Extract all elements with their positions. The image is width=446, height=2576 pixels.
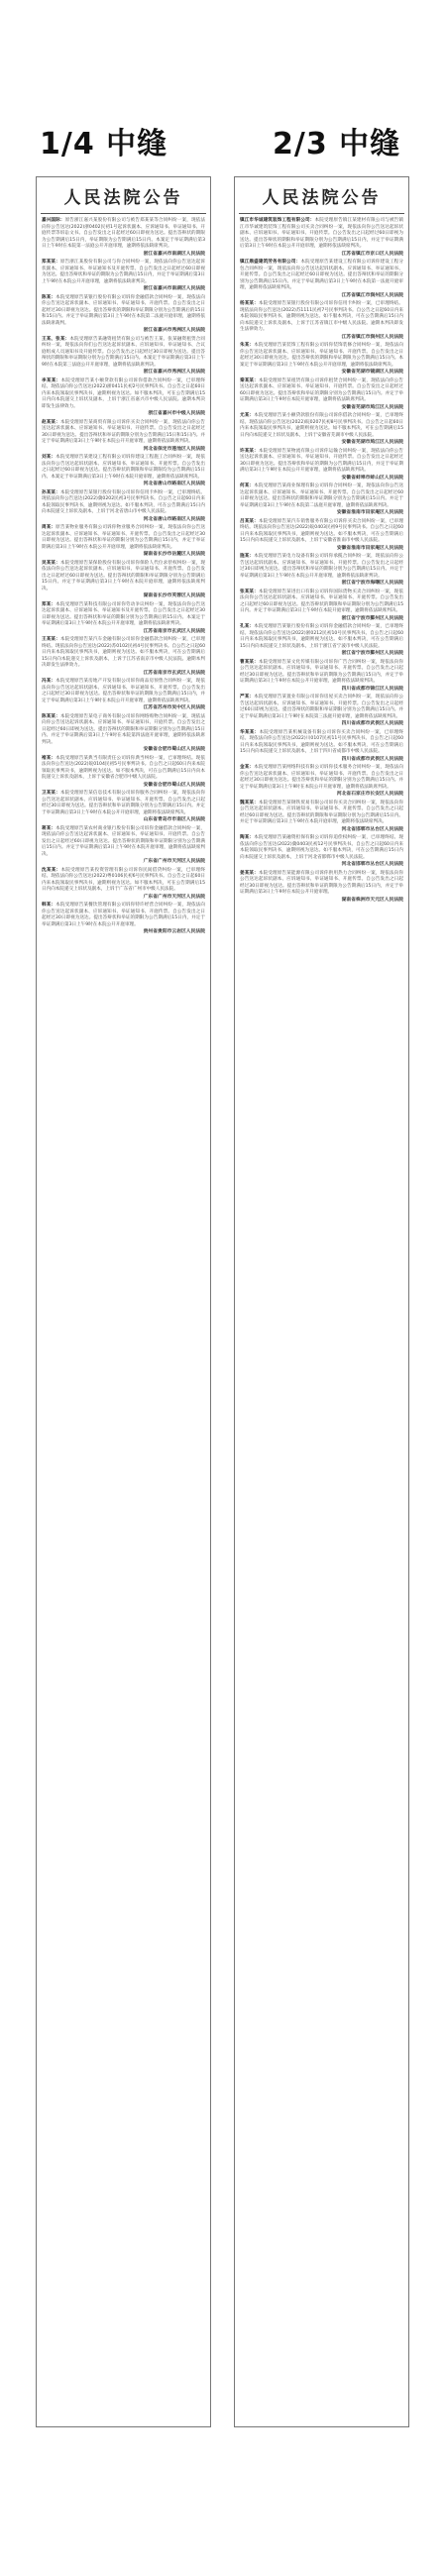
notice-text — [240, 301, 403, 334]
notice-court-signature: 浙江省宁波市鄞州区人民法院 — [341, 615, 403, 621]
notice-text — [240, 413, 403, 439]
notice-text — [240, 519, 403, 545]
notice-court-signature: 安徽省芜湖市鸠江区人民法院 — [341, 440, 403, 445]
notice-text — [240, 871, 403, 897]
notice-text — [240, 590, 403, 615]
court-notice — [240, 695, 403, 728]
notice-body: 本院受理原告某银行股份有限公司诉你金融借款合同纠纷一案，现依法向你公告送达起诉状副本、应诉通知书、举证通知书、开庭传票。自公告发出之日起经过30日即视为送达。提出答辩状的期限和举证期限分别为公告期满后的15日和15日内。并定于举证期满后第3日上午9时在本院第二法庭开庭审理，逾期将依法缺席裁判。 — [42, 294, 205, 326]
notice-addressee: 吕某某： — [240, 518, 259, 524]
notice-court-signature: 安徽省蚌埠市蚌山区人民法院 — [341, 475, 403, 481]
court-notice — [240, 449, 403, 483]
court-notice — [240, 554, 403, 588]
notice-text — [42, 525, 205, 551]
notice-body: 本院受理原告某汽车销售服务有限公司诉你买卖合同纠纷一案，已审理终结。现依法向你公告送达(2022)皖0403民初9号民事判决书。自公告之日起60日内来本院领取民事判决书，逾期则视为送达。如不服本判决，可在公告期满后15日内向本院递交上诉状及副本，上诉于安徽省淮南市中级人民法院。 — [240, 518, 403, 543]
notice-body: 本院受理原告某电子商务有限公司诉你网络购物合同纠纷一案，现依法向你公告送达起诉状副本、应诉通知书、举证通知书、开庭传票。自公告发出之日起经过60日即视为送达。提出答辩状的期限和举证期限分别为公告期满后15日内。并定于举证期满后第3日上午9时在本院第四法庭开庭审理，逾期将依法缺席判决。 — [42, 713, 205, 745]
notice-addressee: 韩某： — [42, 903, 56, 908]
notice-body: 本院受理原告镇江某建材有限公司与被告镇江市华诚建筑装饰工程有限公司买卖合同纠纷一案，现依法向你公告送达起诉状副本、应诉通知书、举证通知书、开庭传票。自公告发出之日起经过60日即视为送达。提出答辩状的期限和举证期限分别为公告期满后15日内，并定于举证期满后第3日上午9时在本院公开开庭审理，逾期将依法缺席判决。 — [240, 218, 403, 249]
court-notice — [42, 826, 205, 866]
notice-text — [240, 260, 403, 292]
notice-text — [240, 801, 403, 826]
notice-body: 本院受理原告某银行股份有限公司诉你信用卡纠纷一案，已审理终结。现依法向你公告送达(2022)冀0202民初3号民事判决书。自公告之日起60日内来本院领取民事判决书，逾期则视为送达。如不服本判决，可在公告期满后15日内向本院递交上诉状及副本，上诉于河北省唐山市中级人民法院。 — [42, 489, 205, 514]
notice-text — [240, 730, 403, 756]
notice-body: 本院受理原告某文化传媒有限公司诉你广告合同纠纷一案，现依法向你公告送达起诉状副本、应诉通知书、举证通知书、开庭传票。自公告发出之日起经过30日即视为送达。提出答辩状和举证的期限为公告期满后15日内，并定于举证期满后第3日上午9时在本院公开开庭审理，逾期将依法缺席判决。 — [240, 659, 403, 684]
court-notice — [240, 413, 403, 447]
notice-body: 本院受理原告某建设工程有限公司诉你建设工程施工合同纠纷一案，现依法向你公告送达起诉状副本、应诉通知书、举证通知书、开庭传票。自公告发出之日起经过60日即视为送达。提出答辩状的期限和举证期限均为公告期满后15日内。本案定于举证期满后第3日上午9时在本院开庭审理，逾期将依法缺席判决。 — [42, 455, 205, 480]
court-notice — [240, 624, 403, 658]
notice-addressee: 镇江鼎盛建筑劳务有限公司： — [240, 260, 301, 265]
court-notice — [42, 637, 205, 677]
notice-court-signature: 安徽省合肥市蜀山区人民法院 — [143, 782, 205, 788]
notice-addressee: 陈某： — [42, 294, 56, 300]
notice-text — [240, 378, 403, 404]
notice-court-signature: 湖南省长沙市岳麓区人民法院 — [143, 552, 205, 557]
notice-text — [42, 378, 205, 411]
notice-body: 原告浙江某股份有限公司与你合同纠纷一案，现依法向你公告送达起诉状副本、应诉通知书、举证通知书及开庭传票。自公告发出之日起经过60日即视为送达。提出答辩状和举证的期限为公告期满后15日内，并定于举证期满后第3日上午9时在本院公开开庭审理，逾期将依法缺席判决。 — [42, 260, 205, 284]
notice-text — [42, 714, 205, 747]
notice-addressee: 陈某某： — [42, 713, 60, 719]
notice-text — [42, 260, 205, 285]
notice-addressee: 孙某某： — [42, 489, 60, 495]
court-notice — [42, 602, 205, 636]
page-header-right: 2/3 中缝 — [273, 127, 401, 161]
notice-text — [42, 756, 205, 782]
notice-body: 本院受理原告某网络科技有限公司诉你技术服务合同纠纷一案，现依法向你公告送达起诉状副本、应诉通知书、举证通知书、开庭传票。自公告发出之日起经过30日即视为送达。提出答辩状和举证的期限分别为公告期满后15日内。并定于举证期满后第3日上午9时在本院公开开庭审理，逾期将依法缺席判决。 — [240, 765, 403, 790]
notice-text — [42, 561, 205, 593]
notice-addressee: 冯某： — [42, 679, 56, 684]
notice-court-signature: 安徽省淮南市田家庵区人民法院 — [336, 545, 403, 551]
notice-addressee: 周某： — [42, 525, 56, 530]
notice-text — [42, 637, 205, 670]
notice-body: 本院受理原告某农村商业银行股份有限公司诉你金融借款合同纠纷一案，现依法向你公告送达起诉状副本、应诉通知书、举证通知书、开庭传票。自公告发出之日起经过60日即视为送达。提出答辩状的期限和举证期限分别为公告期满后15日内。并定于举证期满后第3日上午9时在本院开庭审理，逾期将依法缺席判决。 — [42, 825, 205, 857]
notice-court-signature: 安徽省芜湖市镜湖区人民法院 — [341, 370, 403, 375]
notice-addressee: 张某某： — [240, 589, 259, 594]
notice-court-signature: 安徽省淮南市田家庵区人民法院 — [336, 510, 403, 515]
court-notice — [42, 756, 205, 790]
notice-court-signature: 江苏省南京市玄武区人民法院 — [143, 670, 205, 676]
notice-addressee: 沈某某： — [42, 867, 61, 873]
notice-court-signature: 江苏省镇江市润州区人民法院 — [341, 334, 403, 340]
notice-body: 本院受理原告某保险股份有限公司诉你保险人代位求偿权纠纷一案，现依法向你公告送达起诉状副本、应诉通知书、举证通知书、开庭传票。自公告发出之日起经过60日即视为送达。提出答辩状的期限和举证期限分别为公告期满后15日内。并定于举证期满后第3日上午9时在本院开庭审理，逾期将依法缺席判决。 — [42, 560, 205, 591]
court-notice — [42, 679, 205, 712]
notice-court-signature: 湖南省长沙市芙蓉区人民法院 — [143, 593, 205, 598]
court-notice — [42, 525, 205, 559]
court-notice — [240, 218, 403, 258]
notice-court-signature: 浙江省嘉兴市秀洲区人民法院 — [143, 328, 205, 333]
court-notice — [240, 660, 403, 694]
notice-court-signature: 河北省石家庄市长安区人民法院 — [336, 792, 403, 797]
court-notice — [42, 260, 205, 293]
notice-text — [42, 602, 205, 628]
notice-text — [42, 490, 205, 516]
notice-court-signature: 浙江省宁波市鄞州区人民法院 — [341, 651, 403, 656]
notice-court-signature: 河北省保定市莲池区人民法院 — [143, 446, 205, 452]
notice-text — [42, 826, 205, 859]
court-notice — [42, 714, 205, 754]
notice-text — [240, 218, 403, 251]
court-notice — [240, 301, 403, 341]
court-notice — [42, 561, 205, 600]
notice-court-signature: 山东省青岛市市南区人民法院 — [143, 817, 205, 822]
notice-text — [240, 660, 403, 686]
notice-body: 本院受理原告某商业保理有限公司诉你合同纠纷一案，现依法向你公告送达起诉状副本、应诉通知书、举证通知书、开庭传票。自公告发出之日起经过60日即视为送达。提出答辩状的期限和举证期限分别为公告期满后15日内。并定于举证期满后第3日上午9时在本院第二法庭开庭审理，逾期将依法缺席判决。 — [240, 483, 403, 508]
notice-addressee: 曹某某： — [240, 659, 259, 665]
notice-addressee: 王某某： — [42, 637, 60, 642]
court-notice — [240, 590, 403, 623]
notice-court-signature: 江苏省南京市玄武区人民法院 — [143, 628, 205, 634]
notice-addressee: 金某： — [240, 765, 255, 770]
notice-addressee: 嘉兴国际： — [42, 218, 65, 223]
notice-addressee: 卫某某： — [42, 791, 60, 796]
notice-court-signature: 河北省邯郸市丛台区人民法院 — [341, 826, 403, 832]
notice-text — [42, 295, 205, 328]
notice-body: 本院受理原告某小额贷款股份有限公司诉你借款合同纠纷一案，已审理终结。现依法向你公告送达(2022)皖0207民初8号民事判决书。自公告之日起60日内来本院领取民事判决书，逾期则视为送达。如不服本判决，可在公告期满后15日内向本院递交上诉状及副本，上诉于安徽省芜湖市中级人民法院。 — [240, 413, 403, 438]
notice-addressee: 陶某： — [240, 835, 255, 840]
column-body — [37, 214, 210, 936]
notice-text — [240, 624, 403, 650]
notice-body: 本院受理原告某信息技术有限公司诉你服务合同纠纷一案，现依法向你公告送达起诉状副本、应诉通知书、举证通知书、开庭传票。自公告发出之日起经过30日即视为送达。提出答辩状和举证的期限分别为公告期满后15日内。并定于举证期满后第3日上午9时在本院公开开庭审理，逾期将依法缺席判决。 — [42, 791, 205, 815]
notice-body: 本院受理原告某进出口有限公司诉你国际货物买卖合同纠纷一案，现依法向你公告送达起诉状副本、应诉通知书、举证通知书、开庭传票。自公告发出之日起经过60日即视为送达。提出答辩状的期限和举证期限分别为公告期满后15日内。并定于举证期满后第3日上午9时在本院开庭审理，逾期将依法缺席判决。 — [240, 589, 403, 613]
notice-body: 本院受理原告某房地产开发有限公司诉你商品房预售合同纠纷一案，现依法向你公告送达起诉状副本、应诉通知书、举证通知书、开庭传票。自公告发出之日起经过30日即视为送达。提出答辩状和举证的期限为公告期满后15日内，并定于举证期满后第3日上午9时在本院公开开庭审理，逾期将依法缺席判决。 — [42, 679, 205, 703]
notice-body: 本院受理原告某能源有限公司诉你供用热力合同纠纷一案，现依法向你公告送达起诉状副本、应诉通知书、举证通知书、开庭传票。自公告发出之日起经过30日即视为送达。提出答辩状和举证的期限为公告期满后15日内，并定于举证期满后第3日上午9时在本院公开开庭审理。 — [240, 870, 403, 895]
court-notice — [42, 490, 205, 524]
notice-addressee: 李某某： — [42, 377, 61, 383]
notice-text — [42, 218, 205, 251]
notice-court-signature: 江苏省镇江市京口区人民法院 — [341, 251, 403, 257]
notice-court-signature: 河北省唐山市路南区人民法院 — [143, 482, 205, 486]
notice-court-signature: 浙江省嘉兴市南湖区人民法院 — [143, 286, 205, 291]
court-notice — [42, 868, 205, 902]
court-notice — [42, 337, 205, 376]
notice-court-signature: 江苏省镇江市润州区人民法院 — [341, 292, 403, 298]
notice-addressee: 秦某某： — [240, 377, 259, 383]
notice-text — [240, 765, 403, 791]
court-notice — [240, 871, 403, 905]
court-notice — [42, 791, 205, 824]
column-title: 人民法院公告 — [239, 177, 404, 214]
notice-court-signature: 浙江省宁波市海曙区人民法院 — [341, 581, 403, 586]
notice-body: 本院受理原告某餐饮管理有限公司诉你特许经营合同纠纷一案，现依法向你公告送达起诉状副本、应诉通知书、举证通知书、开庭传票。自公告发出之日起经过30日即视为送达。提出答辩状和举证的期限为公告期满后15日内，并定于举证期满后第3日上午9时在本院公开开庭审理。 — [42, 903, 205, 927]
notice-column-right — [234, 176, 409, 2427]
notice-addressee: 蒋某： — [42, 825, 56, 831]
court-notice — [240, 835, 403, 869]
notice-addressee: 朱某： — [240, 343, 255, 348]
notice-text — [240, 449, 403, 475]
notice-court-signature: 浙江省嘉兴市中级人民法院 — [148, 411, 205, 416]
notice-body: 本院受理原告某科技有限公司诉你劳动争议纠纷一案，现依法向你公告送达起诉状副本、应诉通知书、举证通知书及开庭传票。自公告发出之日起经过30日即视为送达。提出答辩状和举证的期限分别为公告期满后的15日内。本案定于举证期满后第3日上午9时在本院公开开庭审理，逾期将依法缺席判决。 — [42, 601, 205, 626]
notice-addressee: 严某： — [240, 695, 255, 699]
court-notice — [240, 343, 403, 376]
notice-text — [42, 679, 205, 704]
notice-court-signature: 广东省广州市天河区人民法院 — [143, 859, 205, 864]
notice-addressee: 王某、张某： — [42, 336, 70, 342]
notice-body: 本院受理原告某商贸有限公司诉你买卖合同纠纷一案，现依法向你公告送达起诉状副本、应诉通知书、举证通知书、开庭传票。自公告发出之日起经过30日即视为送达。提出答辩状和举证的期限分别为公告期满后15日和15日内。并定于举证期满后第3日上午9时在本院公开开庭审理，逾期将依法缺席判决。 — [42, 419, 205, 444]
notice-body: 本院受理原告某银行股份有限公司诉你信用卡纠纷一案，已审理终结。现依法向你公告送达(2022)苏1111民初7号民事判决书。自公告之日起60日内来本院领取民事判决书，逾期则视为送达。如不服本判决，可在公告期满后15日内向本院递交上诉状及副本，上诉于江苏省镇江市中级人民法院。逾期本判决即发生法律效力。 — [240, 301, 403, 332]
notice-body: 原告某物业服务有限公司诉你物业服务合同纠纷一案，现依法向你公告送达起诉状副本、应诉通知书、举证通知书、开庭传票。自公告发出之日起经过30日即视为送达。提出答辩状和举证的期限分别为公告期满后15日内，并定于举证期满后第3日上午9时在本院公开开庭审理，逾期将依法缺席判决。 — [42, 525, 205, 550]
notice-text — [42, 903, 205, 928]
notice-court-signature: 安徽省合肥市蜀山区人民法院 — [143, 747, 205, 752]
notice-body: 本院受理原告某租赁有限公司诉你租赁合同纠纷一案，现依法向你公告送达起诉状副本、应诉通知书、举证通知书、开庭传票。自公告发出之日起经过60日即视为送达。提出答辩状和举证的期限分别为公告期满后15日内。并定于举证期满后第3日上午9时在本院开庭审理，逾期将依法缺席判决。 — [240, 377, 403, 402]
column-title: 人民法院公告 — [41, 177, 206, 214]
court-notice — [240, 260, 403, 299]
notice-addressee: 褚某： — [42, 755, 56, 761]
notice-addressee: 何某： — [240, 483, 255, 488]
notice-court-signature: 河北省邯郸市丛台区人民法院 — [341, 862, 403, 867]
notice-column-left — [36, 176, 211, 2427]
notice-body: 本院受理原告某投资管理有限公司诉你民间借贷纠纷一案，已审理终结。现依法向你公告送达(2022)粤0106民初6号民事判决书。自公告之日起60日内来本院领取民事判决书，逾期则视为送达。如不服本判决，可在公告期满后15日内向本院递交上诉状及副本，上诉于广东省广州市中级人民法院。 — [42, 867, 205, 892]
notice-court-signature: 四川省成都市武侯区人民法院 — [341, 756, 403, 762]
notice-addressee: 郑某某： — [42, 260, 60, 265]
notice-text — [42, 420, 205, 446]
notice-court-signature: 四川省成都市武侯区人民法院 — [341, 721, 403, 726]
notice-court-signature: 贵州省贵阳市云岩区人民法院 — [143, 929, 205, 934]
notice-court-signature: 河北省唐山市路南区人民法院 — [143, 516, 205, 522]
notice-court-signature: 湖南省株洲市天元区人民法院 — [341, 897, 403, 903]
notice-addressee: 许某某： — [240, 448, 259, 454]
notice-court-signature: 浙江省嘉兴市南湖区人民法院 — [143, 251, 205, 257]
court-notice — [42, 295, 205, 335]
notice-addressee: 孔某： — [240, 624, 255, 629]
notice-text — [42, 337, 205, 370]
court-notice — [240, 765, 403, 799]
notice-court-signature: 江苏省苏州市吴中区人民法院 — [143, 705, 205, 710]
notice-body: 本院受理原告某融资租赁有限公司与被告王某、张某融资租赁合同纠纷一案，现依法向你们公告送达起诉状副本、应诉通知书、举证通知书、合议庭组成人员通知书及开庭传票。自公告发出之日起经过30日即视为送达。提出答辩状的期限和举证期限分别为公告期满后15日内。本案定于举证期满后第3日上午9时在本院第三法庭公开开庭审理，逾期将依法缺席判决。 — [42, 336, 205, 368]
court-notice — [240, 730, 403, 764]
notice-addressee: 赵某某： — [42, 419, 60, 425]
notice-text — [42, 868, 205, 894]
notice-addressee: 姜某某： — [240, 870, 259, 876]
notice-text — [240, 554, 403, 580]
notice-body: 本院受理原告某装饰工程有限公司诉你装饰装修合同纠纷一案，现依法向你公告送达起诉状副本、应诉通知书、举证通知书、开庭传票。自公告发出之日起经过30日即视为送达。提出答辩状的期限和举证期限为公告期满后15日内。本案定于举证期满后第3日上午9时在本院公开开庭审理，逾期将依法缺席判决。 — [240, 343, 403, 368]
notice-text — [240, 343, 403, 369]
page-header-left: 1/4 中缝 — [40, 127, 168, 161]
court-notice — [42, 420, 205, 454]
court-notice — [240, 378, 403, 412]
notice-court-signature: 浙江省嘉兴市秀洲区人民法院 — [143, 370, 205, 375]
notice-body: 本院受理原告某银行股份有限公司诉你金融借款合同纠纷一案，已审理终结。现依法向你公告送达(2022)浙0212民初10号民事判决书。自公告之日起60日内来本院领取民事判决书，逾期则视为送达。如不服本判决，可在公告期满后15日内向本院递交上诉状及副本，上诉于浙江省宁波市中级人民法院。 — [240, 624, 403, 649]
notice-body: 本院受理原告某机械设备有限公司诉你买卖合同纠纷一案，已审理终结。现依法向你公告送达(2022)川0107民初11号民事判决书。自公告之日起60日内来本院领取民事判决书，逾期则视为送达。如不服本判决，可在公告期满后15日内向本院递交上诉状及副本，上诉于四川省成都市中级人民法院。 — [240, 729, 403, 754]
notice-text — [240, 835, 403, 861]
notice-addressee: 镇江市华诚建筑装饰工程有限公司： — [240, 218, 315, 223]
court-notice — [240, 801, 403, 834]
notice-addressee: 华某某： — [240, 729, 260, 735]
notice-body: 本院受理原告某小额贷款有限公司诉你借款合同纠纷一案，已审理终结。现依法向你公告送达(2022)浙0411民初2号民事判决书。自公告之日起60日内来本院领取民事判决书，逾期则视为送达。如不服本判决，可在公告期满后15日内向本院递交上诉状及副本，上诉于浙江省嘉兴市中级人民法院。逾期本判决即发生法律效力。 — [42, 377, 205, 409]
court-notice — [42, 218, 205, 258]
notice-addressee: 魏某某： — [240, 800, 259, 805]
notice-addressee: 施某： — [240, 554, 255, 559]
notice-addressee: 尤某： — [240, 413, 255, 418]
notice-addressee: 杨某某： — [240, 301, 259, 306]
notice-court-signature: 四川省成都市锦江区人民法院 — [341, 686, 403, 692]
court-notice — [42, 903, 205, 936]
court-notice — [42, 378, 205, 418]
notice-addressee: 郑某： — [42, 601, 56, 607]
notice-text — [240, 483, 403, 509]
notice-court-signature: 广东省广州市天河区人民法院 — [143, 894, 205, 900]
column-body — [235, 214, 408, 904]
court-notice — [240, 483, 403, 517]
court-notice — [42, 455, 205, 488]
notice-body: 本院受理原告某融资担保有限公司诉你追偿权纠纷一案，已审理终结。现依法向你公告送达(2022)冀0403民初12号民事判决书。自公告之日起60日内来本院领取民事判决书，逾期则视为送达。如不服本判决，可在公告期满后15日内向本院递交上诉状及副本，上诉于河北省邯郸市中级人民法院。 — [240, 835, 403, 860]
notice-body: 本院受理原告某钢铁贸易有限公司诉你买卖合同纠纷一案，现依法向你公告送达起诉状副本、应诉通知书、举证通知书、开庭传票。自公告发出之日起经过60日即视为送达。提出答辩状的期限和举证期限分别为公告期满后15日内。并定于举证期满后第3日上午9时在本院开庭审理，逾期将依法缺席判决。 — [240, 800, 403, 824]
notice-body: 本院受理原告某建设工程有限公司诉你建设工程分包合同纠纷一案，现依法向你公告送达起诉状副本、应诉通知书、举证通知书、开庭传票。自公告发出之日起经过60日即视为送达。提出答辩状和举证的期限分别为公告期满后15日内。并定于举证期满后第3日上午9时在本院第一法庭开庭审理，逾期将依法缺席判决。 — [240, 260, 403, 290]
court-notice — [240, 519, 403, 553]
notice-body: 原告浙江嘉兴某股份有限公司与被告郑某某等合同纠纷一案，现依法向你公告送达(2022)浙0402民初1号起诉状副本、应诉通知书、举证通知书、开庭传票等诉讼文书。自公告发出之日起经过60日即视为送达。提出答辩状的期限为公告期满后15日内，举证期限为公告期满后15日内。本案定于举证期满后第3日上午9时在本院第一法庭公开开庭审理，逾期将依法缺席判决。 — [42, 218, 205, 249]
notice-body: 本院受理原告某电力设备有限公司诉你承揽合同纠纷一案，现依法向你公告送达起诉状副本、应诉通知书、举证通知书、开庭传票。自公告发出之日起经过30日即视为送达。提出答辩状和举证的期限分别为公告期满后15日内。并定于举证期满后第3日上午9时在本院公开开庭审理，逾期将依法缺席判决。 — [240, 554, 403, 579]
notice-addressee: 吴某某： — [42, 560, 60, 566]
notice-court-signature: 安徽省芜湖市鸠江区人民法院 — [341, 404, 403, 410]
notice-addressee: 刘某： — [42, 455, 56, 460]
notice-body: 本院受理原告某物流有限公司诉你运输合同纠纷一案，现依法向你公告送达起诉状副本、应诉通知书、举证通知书、开庭传票。自公告发出之日起经过30日即视为送达。提出答辩状和举证的期限为公告期满后15日内，并定于举证期满后第3日上午9时在本院公开开庭审理，逾期将依法缺席判决。 — [240, 448, 403, 473]
notice-text — [240, 695, 403, 720]
notice-text — [42, 455, 205, 481]
notice-body: 本院受理原告某汽车金融有限公司诉你金融借款合同纠纷一案，已审理终结。现依法向你公告送达(2022)苏0102民初4号民事判决书。自公告之日起60日内来本院领取民事判决书，逾期则视为送达。如不服本判决，可在公告期满后15日内向本院递交上诉状及副本，上诉于江苏省南京市中级人民法院。逾期本判决即发生法律效力。 — [42, 637, 205, 668]
notice-body: 本院受理原告某置业有限公司诉你房屋买卖合同纠纷一案，现依法向你公告送达起诉状副本、应诉通知书、举证通知书、开庭传票。自公告发出之日起经过60日即视为送达。提出答辩状的期限和举证期限分别为公告期满后15日内。并定于举证期满后第3日上午9时在本院第三法庭开庭审理，逾期将依法缺席判决。 — [240, 695, 403, 719]
notice-body: 本院受理原告某典当有限责任公司诉你典当纠纷一案，已审理终结。现依法向你公告送达(2022)皖0104民初5号民事判决书。自公告之日起60日内来本院领取民事判决书，逾期则视为送达。如不服本判决，可在公告期满后15日内向本院递交上诉状及副本，上诉于安徽省合肥市中级人民法院。 — [42, 755, 205, 780]
notice-text — [42, 791, 205, 816]
